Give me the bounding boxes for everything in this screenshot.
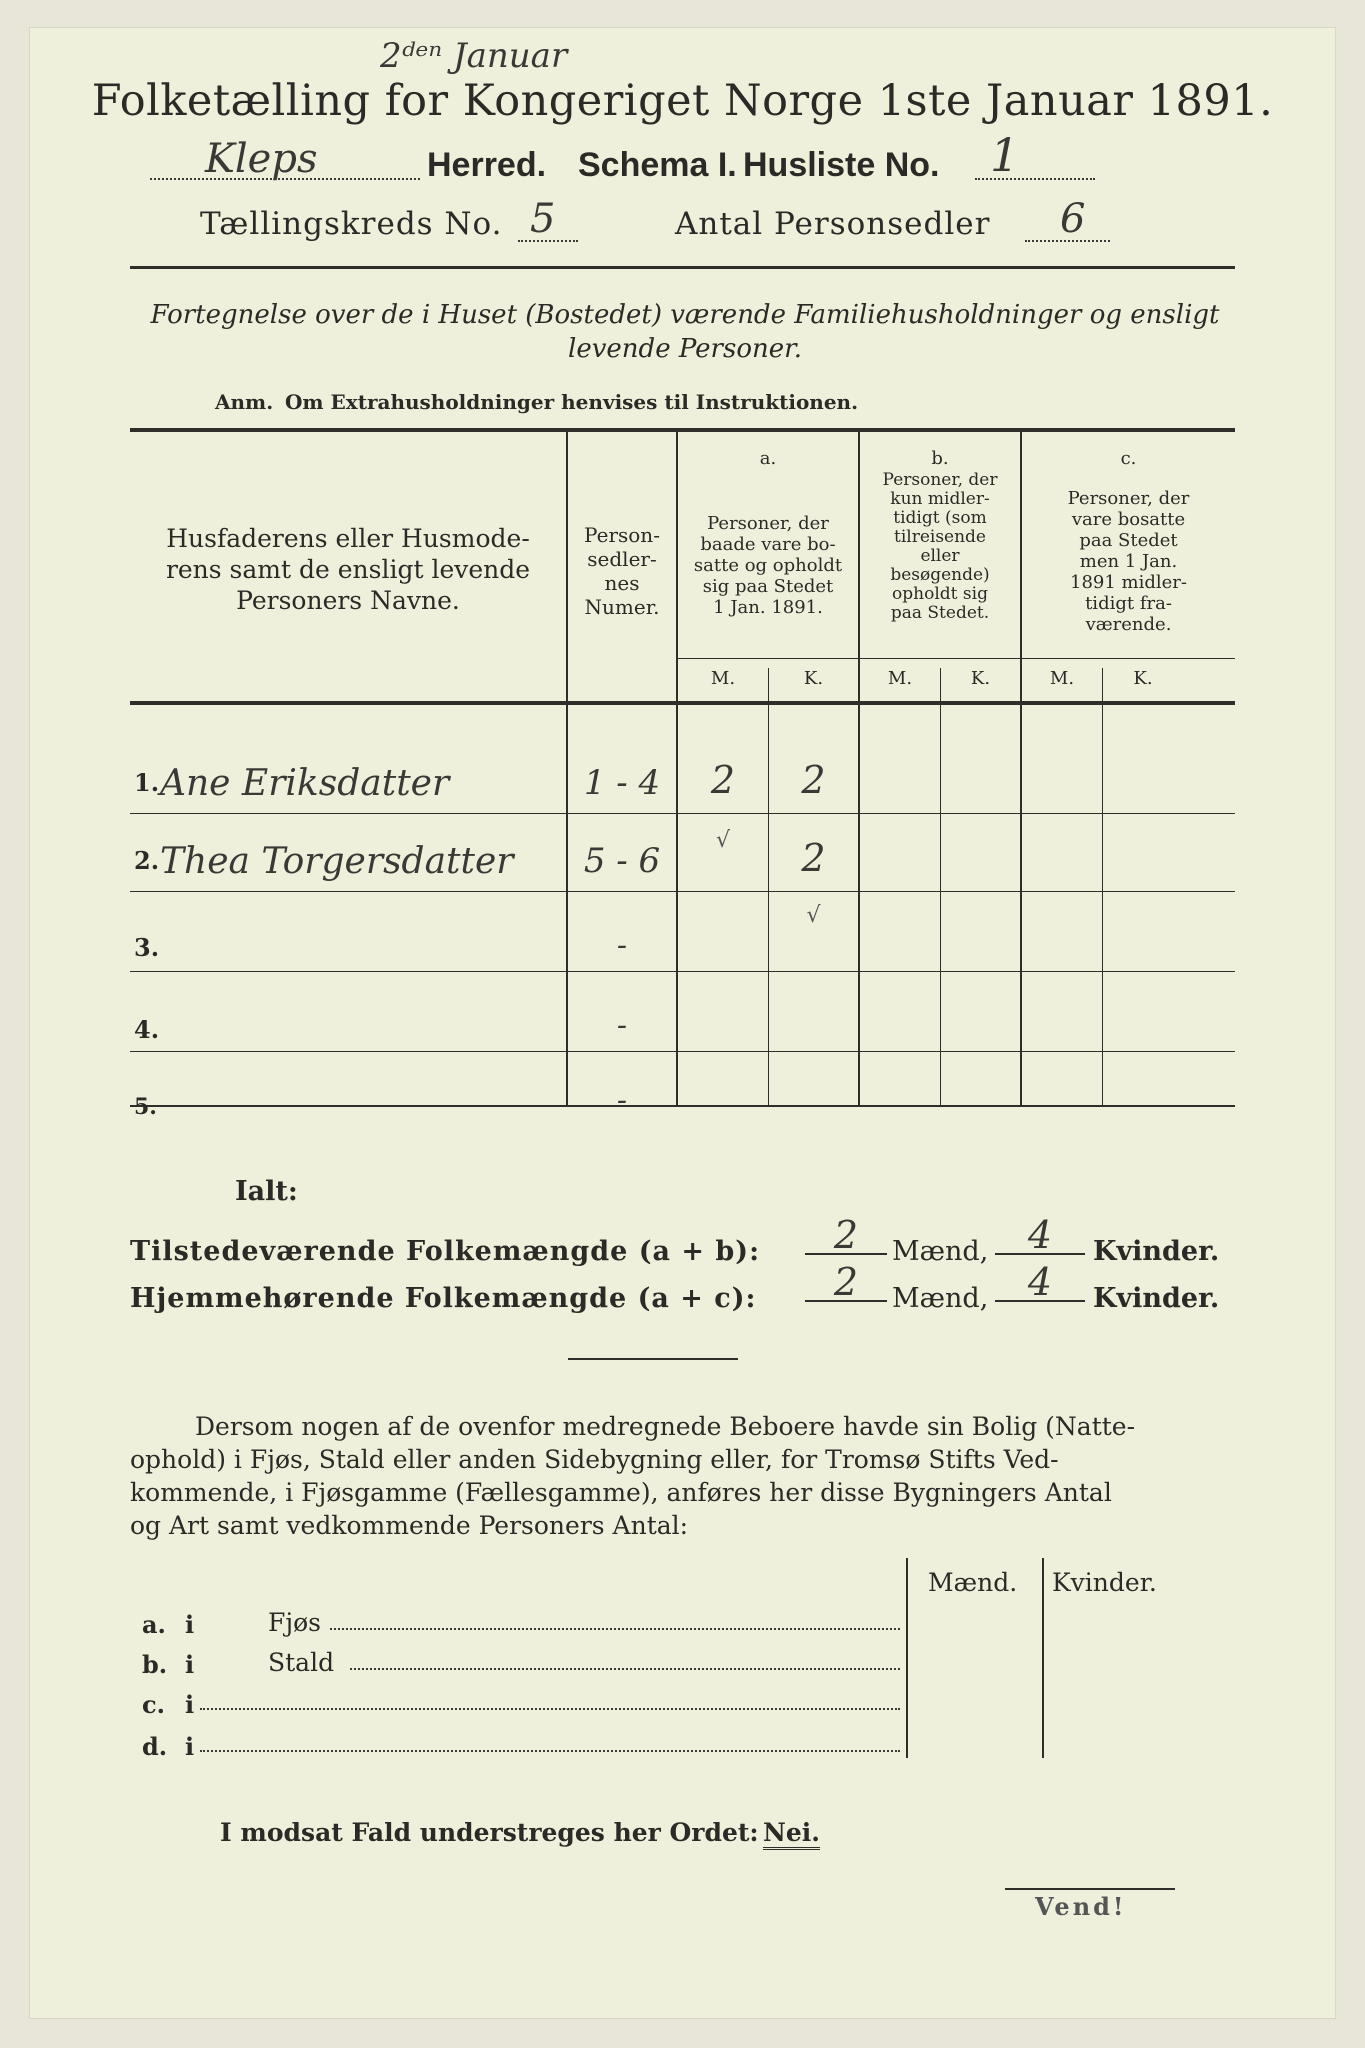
building-prep: i xyxy=(185,1732,195,1761)
c-m-label: M. xyxy=(1049,668,1075,689)
building-dotted-line xyxy=(200,1750,900,1752)
row-sedler: - xyxy=(616,1008,628,1043)
hjemme-label: Hjemmehørende Folkemængde (a + c): xyxy=(130,1283,757,1314)
tilstede-maend-label: Mænd, xyxy=(892,1236,989,1267)
col-b-header: Personer, der kun midler- tidigt (som tilreisende eller besøgende) opholdt sig paa Stedet. xyxy=(882,470,998,623)
col-b-letter: b. xyxy=(931,448,949,469)
header-divider xyxy=(130,266,1235,269)
vend-label: Vend! xyxy=(1035,1892,1127,1921)
anm-text: Om Extrahusholdninger henvises til Instruktionen. xyxy=(285,390,859,414)
col-num-header: Person- sedler- nes Numer. xyxy=(584,523,660,619)
hjemme-maend-value: 2 xyxy=(833,1260,859,1304)
row-a-k: 2 xyxy=(801,758,826,802)
building-prep: i xyxy=(185,1650,195,1679)
building-label: Fjøs xyxy=(268,1608,321,1637)
hjemme-kvinder-label: Kvinder. xyxy=(1093,1283,1220,1314)
tilstede-kvinder-label: Kvinder. xyxy=(1093,1236,1220,1267)
schema-label: Schema I. xyxy=(578,146,737,184)
a-m-label: M. xyxy=(710,668,736,689)
col-a-letter: a. xyxy=(759,448,777,469)
handwritten-date: 2ᵈᵉⁿ Januar xyxy=(380,36,568,76)
hjemme-maend-label: Mænd, xyxy=(892,1283,989,1314)
col-a-header: Personer, der baade vare bo- satte og opholdt sig paa Stedet 1 Jan. 1891. xyxy=(693,513,843,618)
antal-personsedler-label: Antal Personsedler xyxy=(675,206,991,242)
tilstede-maend-value: 2 xyxy=(833,1213,859,1257)
herred-label: Herred. xyxy=(427,146,547,184)
col-divider-a-mk xyxy=(768,668,769,1105)
row-sedler: 1 - 4 xyxy=(583,763,661,803)
building-dotted-line xyxy=(200,1708,900,1710)
row-name: Thea Torgersdatter xyxy=(160,841,514,882)
row-underline xyxy=(130,813,1235,814)
building-prep: i xyxy=(185,1690,195,1719)
row-underline xyxy=(130,1051,1235,1052)
intro-text-line1: Fortegnelse over de i Huset (Bostedet) værende Familiehusholdninger og ensligt xyxy=(150,300,1220,330)
footer-text: I modsat Fald understreges her Ordet: xyxy=(220,1818,759,1847)
husliste-value: 1 xyxy=(990,128,1020,182)
row-sedler: 5 - 6 xyxy=(583,841,661,881)
row-underline xyxy=(130,891,1235,892)
row-sedler: - xyxy=(616,928,628,963)
mk-subheader-rule xyxy=(678,658,1235,659)
row-number: 4. xyxy=(134,1015,160,1044)
row-number: 5. xyxy=(134,1094,157,1120)
building-letter: a. xyxy=(142,1610,166,1639)
hjemme-kvinder-value: 4 xyxy=(1027,1260,1053,1304)
col-c-header: Personer, der vare bosatte paa Stedet men 1 Jan. 1891 midler- tidigt fra- værende. xyxy=(1067,488,1190,635)
vend-rule xyxy=(1005,1888,1175,1890)
buildings-col-divider-2 xyxy=(1042,1558,1044,1758)
row-number: 1. xyxy=(134,768,160,797)
section-divider xyxy=(568,1358,738,1360)
row-number: 3. xyxy=(134,933,160,962)
c-k-label: K. xyxy=(1133,668,1153,689)
building-prep: i xyxy=(185,1610,195,1639)
taellingskreds-value: 5 xyxy=(530,196,556,242)
col-name-header: Husfaderens eller Husmode- rens samt de ensligt levende Personers Navne. xyxy=(165,524,531,615)
ialt-label: Ialt: xyxy=(235,1176,298,1207)
building-label: Stald xyxy=(268,1648,335,1677)
anm-label: Anm. xyxy=(215,390,274,414)
row-a-k: 2 xyxy=(801,836,826,880)
row-name: Ane Eriksdatter xyxy=(160,763,450,804)
buildings-col-divider-1 xyxy=(906,1558,908,1758)
table-bottom-rule xyxy=(130,1105,1235,1107)
tilstede-label: Tilstedeværende Folkemængde (a + b): xyxy=(130,1236,761,1267)
building-dotted-line xyxy=(350,1668,900,1670)
table-header-bottom-rule xyxy=(130,701,1235,705)
row-sedler: - xyxy=(616,1083,628,1118)
form-title: Folketælling for Kongeriget Norge 1ste Januar 1891. xyxy=(91,76,1274,126)
a-k-label: K. xyxy=(803,668,824,689)
building-letter: b. xyxy=(142,1650,168,1679)
building-letter: c. xyxy=(142,1690,165,1719)
tilstede-kvinder-value: 4 xyxy=(1027,1213,1053,1257)
col-divider-b-mk xyxy=(940,668,941,1105)
b-m-label: M. xyxy=(887,668,913,689)
antal-value: 6 xyxy=(1060,196,1086,242)
intro-text-line2: levende Personer. xyxy=(568,334,802,364)
col-divider-c-mk xyxy=(1102,668,1103,1105)
table-top-rule xyxy=(130,428,1235,432)
husliste-label: Husliste No. xyxy=(743,146,940,184)
building-dotted-line xyxy=(330,1628,900,1630)
buildings-col-kvinder: Kvinder. xyxy=(1052,1568,1157,1597)
buildings-col-maend: Mænd. xyxy=(928,1568,1018,1597)
row-number: 2. xyxy=(134,846,160,875)
census-form-page xyxy=(30,28,1335,2018)
buildings-paragraph: Dersom nogen af de ovenfor medregnede Beboere havde sin Bolig (Natte- ophold) i Fjøs, Stald eller anden Sidebygning eller, for Tromsø Stifts Ved- kommende, i Fjøsgamme (Fællesgamme), anføres her disse Bygningers Antal og Art samt vedkommende Personers Antal: xyxy=(130,1412,1136,1540)
herred-value: Kleps xyxy=(205,136,318,182)
col-c-letter: c. xyxy=(1120,448,1137,469)
building-letter: d. xyxy=(142,1732,168,1761)
row-a-m: 2 xyxy=(710,758,736,802)
row-a-m-tick: √ xyxy=(715,828,731,853)
row-underline xyxy=(130,971,1235,972)
footer-word-nei: Nei. xyxy=(763,1818,820,1850)
taellingskreds-label: Tællingskreds No. xyxy=(200,206,503,242)
row-a-k-tick: √ xyxy=(806,903,821,928)
b-k-label: K. xyxy=(970,668,991,689)
